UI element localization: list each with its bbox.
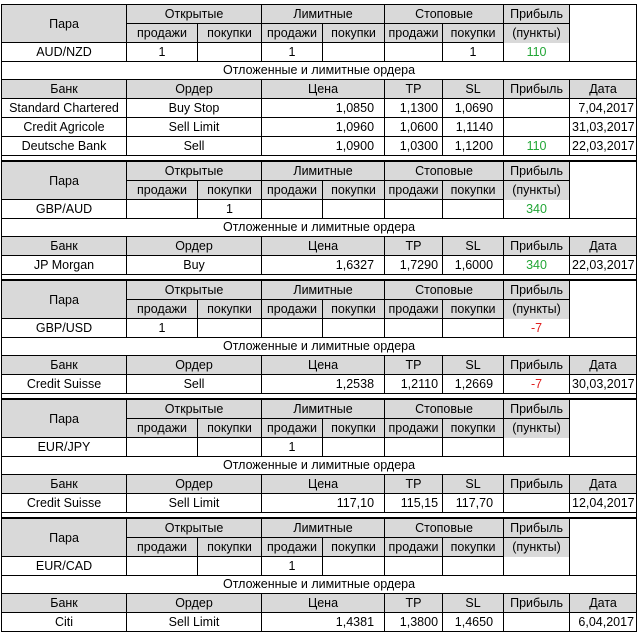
block-spacer [2,156,637,161]
bank-name: Citi [2,613,127,632]
points-header: (пункты) [504,538,570,557]
bank-header: Банк [2,237,127,256]
bank-name: Credit Suisse [2,375,127,394]
pair-header: Пара [2,400,127,438]
order-price: 1,2538 [262,375,385,394]
sl-header: SL [443,356,504,375]
stop-header: Стоповые [385,400,504,419]
order-profit [504,99,570,118]
order-type: Buy Stop [127,99,262,118]
order-profit [504,118,570,137]
stop-buy-header: покупки [443,181,504,200]
open-buy-header: покупки [198,538,262,557]
limit-sell-header: продажи [262,419,323,438]
open-sell-header: продажи [127,419,198,438]
open-buy-value [198,438,262,457]
tp-header: TP [385,594,443,613]
tp-header: TP [385,237,443,256]
limit-buy-header: покупки [323,300,385,319]
order-date: 30,03,2017 [570,375,637,394]
sl-header: SL [443,594,504,613]
profit-value [504,557,570,576]
order-row [2,494,637,513]
block-spacer-row [2,275,637,280]
order-date: 31,03,2017 [570,118,637,137]
order-type: Sell Limit [127,613,262,632]
block-spacer [2,394,637,399]
order-profit [504,494,570,513]
bank-name: Deutsche Bank [2,137,127,156]
order-type: Sell [127,375,262,394]
order-sl: 1,6000 [443,256,504,275]
tp-header: TP [385,80,443,99]
limit-sell-header: продажи [262,24,323,43]
blank-cell [570,281,637,338]
open-buy-value [198,319,262,338]
order-price: 1,0850 [262,99,385,118]
limit-buy-value [323,438,385,457]
stop-buy-value [443,438,504,457]
open-buy-value: 1 [198,200,262,219]
order-tp: 1,0300 [385,137,443,156]
order-type: Buy [127,256,262,275]
profit-header: Прибыль [504,519,570,538]
stop-sell-value [385,319,443,338]
limit-buy-header: покупки [323,538,385,557]
open-header: Открытые [127,400,262,419]
limit-sell-value [262,319,323,338]
limit-sell-header: продажи [262,538,323,557]
profit-value [504,438,570,457]
open-sell-header: продажи [127,181,198,200]
order-profit-header: Прибыль [504,356,570,375]
points-header: (пункты) [504,300,570,319]
stop-buy-value [443,319,504,338]
limit-buy-value [323,319,385,338]
order-sl: 1,4650 [443,613,504,632]
block-spacer-row [2,394,637,399]
order-header: Ордер [127,80,262,99]
trades-table-block-4 [1,399,637,518]
pair-name: AUD/NZD [2,43,127,62]
order-date: 22,03,2017 [570,256,637,275]
order-tp: 115,15 [385,494,443,513]
pending-orders-title-row [2,457,637,475]
points-header: (пункты) [504,181,570,200]
trades-table-block-2 [1,161,637,280]
order-date: 22,03,2017 [570,137,637,156]
limit-header: Лимитные [262,519,385,538]
date-header: Дата [570,475,637,494]
order-profit: 340 [504,256,570,275]
order-row [2,375,637,394]
pending-orders-title-row [2,576,637,594]
limit-buy-value [323,200,385,219]
order-profit: -7 [504,375,570,394]
open-sell-value [127,438,198,457]
order-price: 1,4381 [262,613,385,632]
limit-header: Лимитные [262,5,385,24]
profit-header: Прибыль [504,5,570,24]
pending-orders-title-row [2,338,637,356]
order-header: Ордер [127,475,262,494]
stop-sell-value [385,557,443,576]
header-row-groups [2,162,637,181]
block-spacer-row [2,156,637,161]
bank-name: Standard Chartered [2,99,127,118]
profit-value: 340 [504,200,570,219]
order-type: Sell Limit [127,494,262,513]
blank-cell [570,162,637,219]
stop-buy-header: покупки [443,419,504,438]
limit-sell-value: 1 [262,43,323,62]
stop-sell-header: продажи [385,300,443,319]
header-row-groups [2,281,637,300]
order-profit: 110 [504,137,570,156]
limit-header: Лимитные [262,162,385,181]
tp-header: TP [385,356,443,375]
profit-value: -7 [504,319,570,338]
sl-header: SL [443,475,504,494]
open-buy-header: покупки [198,300,262,319]
stop-sell-header: продажи [385,181,443,200]
orders-header-row [2,356,637,375]
order-profit-header: Прибыль [504,475,570,494]
price-header: Цена [262,594,385,613]
order-header: Ордер [127,356,262,375]
stop-sell-header: продажи [385,538,443,557]
stop-header: Стоповые [385,519,504,538]
order-profit [504,613,570,632]
stop-header: Стоповые [385,162,504,181]
orders-header-row [2,594,637,613]
order-date: 6,04,2017 [570,613,637,632]
points-header: (пункты) [504,24,570,43]
open-sell-header: продажи [127,24,198,43]
order-date: 12,04,2017 [570,494,637,513]
limit-sell-value: 1 [262,557,323,576]
date-header: Дата [570,356,637,375]
order-price: 1,0900 [262,137,385,156]
order-tp: 1,2110 [385,375,443,394]
open-header: Открытые [127,162,262,181]
pair-name: GBP/USD [2,319,127,338]
order-row [2,613,637,632]
order-tp: 1,7290 [385,256,443,275]
stop-sell-value [385,43,443,62]
limit-sell-value: 1 [262,438,323,457]
open-buy-header: покупки [198,24,262,43]
profit-header: Прибыль [504,281,570,300]
trades-table-block-1 [1,4,637,161]
pair-name: EUR/JPY [2,438,127,457]
bank-header: Банк [2,356,127,375]
block-spacer-row [2,513,637,518]
price-header: Цена [262,80,385,99]
limit-buy-header: покупки [323,419,385,438]
block-spacer [2,275,637,280]
order-row [2,256,637,275]
stop-sell-header: продажи [385,419,443,438]
orders-header-row [2,475,637,494]
pair-header: Пара [2,162,127,200]
order-row [2,137,637,156]
order-price: 1,0960 [262,118,385,137]
open-buy-header: покупки [198,419,262,438]
sl-header: SL [443,237,504,256]
stop-sell-header: продажи [385,24,443,43]
stop-header: Стоповые [385,281,504,300]
stop-sell-value [385,200,443,219]
bank-name: Credit Suisse [2,494,127,513]
order-row [2,99,637,118]
order-profit-header: Прибыль [504,80,570,99]
points-header: (пункты) [504,419,570,438]
order-tp: 1,1300 [385,99,443,118]
pending-orders-title-row [2,62,637,80]
order-date: 7,04,2017 [570,99,637,118]
position-row [2,557,637,576]
open-header: Открытые [127,281,262,300]
open-sell-value: 1 [127,43,198,62]
limit-buy-value [323,43,385,62]
pair-name: GBP/AUD [2,200,127,219]
order-row [2,118,637,137]
tp-header: TP [385,475,443,494]
stop-sell-value [385,438,443,457]
date-header: Дата [570,237,637,256]
bank-name: Credit Agricole [2,118,127,137]
limit-buy-header: покупки [323,181,385,200]
trades-table-block-3 [1,280,637,399]
stop-buy-header: покупки [443,538,504,557]
limit-sell-value [262,200,323,219]
limit-header: Лимитные [262,281,385,300]
limit-buy-value [323,557,385,576]
pending-orders-title: Отложенные и лимитные ордера [2,576,637,594]
profit-header: Прибыль [504,400,570,419]
order-profit-header: Прибыль [504,594,570,613]
limit-header: Лимитные [262,400,385,419]
order-type: Sell [127,137,262,156]
header-row-groups [2,5,637,24]
order-sl: 1,2669 [443,375,504,394]
open-sell-value [127,557,198,576]
open-buy-value [198,43,262,62]
profit-header: Прибыль [504,162,570,181]
position-row [2,438,637,457]
blank-cell [570,400,637,457]
bank-header: Банк [2,594,127,613]
order-sl: 1,1200 [443,137,504,156]
orders-header-row [2,80,637,99]
open-sell-value [127,200,198,219]
order-price: 1,6327 [262,256,385,275]
pending-orders-title: Отложенные и лимитные ордера [2,219,637,237]
date-header: Дата [570,80,637,99]
header-row-groups [2,519,637,538]
price-header: Цена [262,237,385,256]
price-header: Цена [262,356,385,375]
position-row [2,200,637,219]
order-type: Sell Limit [127,118,262,137]
sl-header: SL [443,80,504,99]
stop-header: Стоповые [385,5,504,24]
open-header: Открытые [127,5,262,24]
stop-buy-value [443,557,504,576]
price-header: Цена [262,475,385,494]
open-buy-value [198,557,262,576]
order-header: Ордер [127,594,262,613]
pending-orders-title: Отложенные и лимитные ордера [2,457,637,475]
pair-header: Пара [2,5,127,43]
bank-name: JP Morgan [2,256,127,275]
order-price: 117,10 [262,494,385,513]
order-tp: 1,3800 [385,613,443,632]
order-header: Ордер [127,237,262,256]
limit-sell-header: продажи [262,300,323,319]
position-row [2,43,637,62]
date-header: Дата [570,594,637,613]
pair-header: Пара [2,281,127,319]
stop-buy-value: 1 [443,43,504,62]
open-sell-header: продажи [127,300,198,319]
position-row [2,319,637,338]
stop-buy-header: покупки [443,24,504,43]
order-tp: 1,0600 [385,118,443,137]
trades-table-block-5 [1,518,637,632]
block-spacer [2,513,637,518]
stop-buy-value [443,200,504,219]
stop-buy-header: покупки [443,300,504,319]
pair-name: EUR/CAD [2,557,127,576]
open-buy-header: покупки [198,181,262,200]
bank-header: Банк [2,475,127,494]
order-profit-header: Прибыль [504,237,570,256]
order-sl: 117,70 [443,494,504,513]
bank-header: Банк [2,80,127,99]
open-header: Открытые [127,519,262,538]
profit-value: 110 [504,43,570,62]
header-row-groups [2,400,637,419]
blank-cell [570,519,637,576]
order-sl: 1,1140 [443,118,504,137]
order-sl: 1,0690 [443,99,504,118]
pending-orders-title: Отложенные и лимитные ордера [2,62,637,80]
limit-buy-header: покупки [323,24,385,43]
blank-cell [570,5,637,62]
pending-orders-title-row [2,219,637,237]
pair-header: Пара [2,519,127,557]
pending-orders-title: Отложенные и лимитные ордера [2,338,637,356]
open-sell-header: продажи [127,538,198,557]
open-sell-value: 1 [127,319,198,338]
orders-header-row [2,237,637,256]
limit-sell-header: продажи [262,181,323,200]
